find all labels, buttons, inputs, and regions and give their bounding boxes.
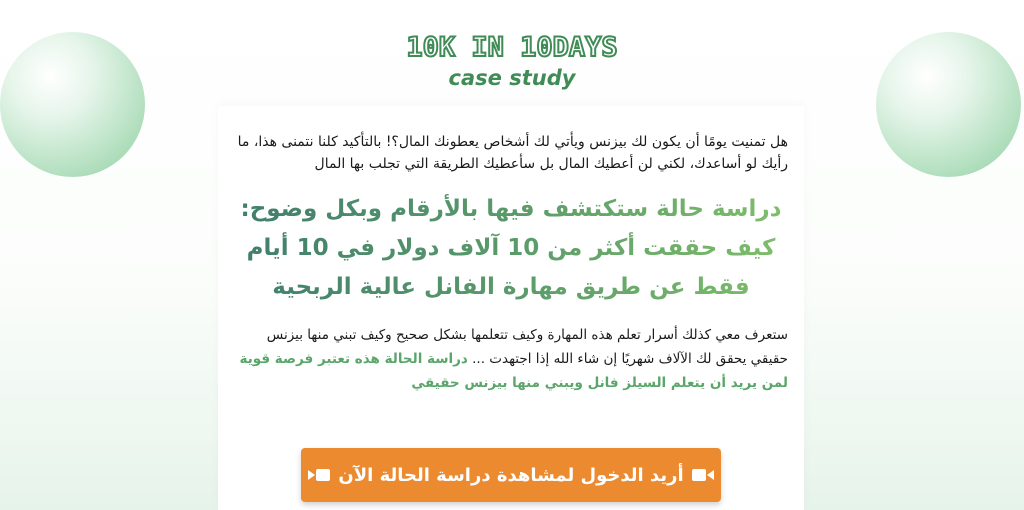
cta-label: أريد الدخول لمشاهدة دراسة الحالة الآن: [338, 464, 684, 486]
main-headline: دراسة حالة ستكتشف فيها بالأرقام وبكل وضوح: كيف حققت أكثر من 10 آلاف دولار في 10 أيام فقط عن طريق مهارة الفانل عالية الربحية: [226, 190, 796, 307]
hero-title: 10K IN 10DAYS: [406, 32, 618, 63]
body-text: ستعرف معي كذلك أسرار تعلم هذه المهارة وكيف تتعلمها بشكل صحيح وكيف تبني منها بيزنس حقيقي يحقق لك الآلاف شهريًا إن شاء الله إذا اجتهدت ...: [266, 327, 788, 367]
hero-subtitle: case study: [448, 66, 576, 90]
video-camera-icon: [692, 467, 714, 483]
body-paragraph: [230, 323, 788, 395]
body-highlight: دراسة الحالة هذه تعتبر فرصة قوية لمن يريد أن يتعلم السيلز فانل ويبني منها بيزنس حقيقي: [239, 351, 788, 391]
intro-paragraph: هل تمنيت يومًا أن يكون لك بيزنس ويأتي لك أشخاص يعطونك المال؟! بالتأكيد كلنا نتمنى هذا، ما رأيك لو أساعدك، لكني لن أعطيك المال بل سأعطيك الطريقة التي تجلب بها المال: [237, 134, 788, 172]
video-camera-icon: [308, 467, 330, 483]
watch-case-study-button[interactable]: [301, 448, 721, 502]
